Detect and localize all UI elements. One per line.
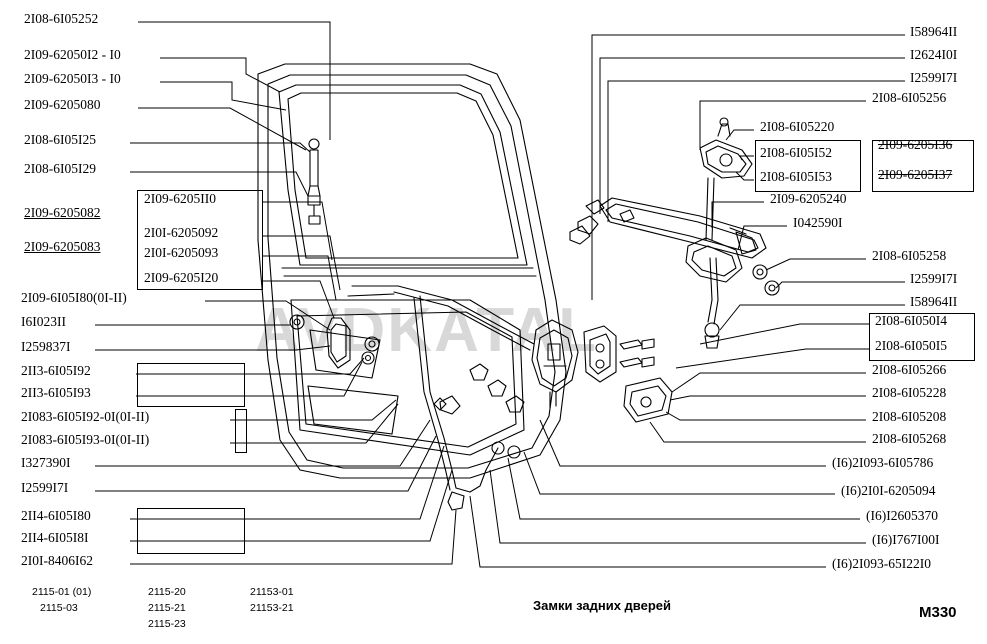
part-label-left-11: 2I0I-6205093 bbox=[144, 245, 219, 260]
part-label-left-3: 2I09-62050I3 - I0 bbox=[24, 71, 121, 86]
part-label-left-19: 2I083-6I05I93-0I(0I-II) bbox=[21, 432, 150, 447]
part-label-left-10: 2I0I-6205092 bbox=[144, 225, 219, 240]
part-label-left-22: 2II4-6I05I80 bbox=[21, 508, 91, 523]
part-label-left-2: 2I09-62050I2 - I0 bbox=[24, 47, 121, 62]
part-label-right-21: (I6)2I093-6I05786 bbox=[832, 455, 934, 470]
part-label-right-18: 2I08-6I05228 bbox=[872, 385, 947, 400]
part-label-left-17: 2II3-6I05I93 bbox=[21, 385, 91, 400]
part-label-left-14: I6I023II bbox=[21, 314, 66, 329]
diagram-title: Замки задних дверей bbox=[533, 598, 672, 613]
part-label-right-5: 2I08-6I05220 bbox=[760, 119, 835, 134]
part-label-right-14: I58964II bbox=[910, 294, 958, 309]
part-label-left-20: I327390I bbox=[21, 455, 71, 470]
part-label-right-19: 2I08-6I05208 bbox=[872, 409, 947, 424]
part-label-right-7: 2I08-6I05I53 bbox=[760, 169, 832, 184]
part-label-left-4: 2I09-6205080 bbox=[24, 97, 101, 112]
part-label-left-5: 2I08-6I05I25 bbox=[24, 132, 96, 147]
part-label-right-9: 2I09-6205I37 bbox=[878, 167, 953, 182]
part-label-left-23: 2II4-6I05I8I bbox=[21, 530, 89, 545]
group-box-2113 bbox=[137, 363, 245, 407]
part-label-left-1: 2I08-6I05252 bbox=[24, 11, 99, 26]
part-label-left-16: 2II3-6I05I92 bbox=[21, 363, 91, 378]
diagram-code: M330 bbox=[919, 604, 957, 621]
group-box-2114 bbox=[137, 508, 245, 554]
part-label-right-4: 2I08-6I05256 bbox=[872, 90, 947, 105]
part-label-left-15: I259837I bbox=[21, 339, 71, 354]
part-label-left-21: I2599I7I bbox=[21, 480, 69, 495]
part-label-right-11: I042590I bbox=[793, 215, 843, 230]
part-label-right-12: 2I08-6I05258 bbox=[872, 248, 947, 263]
part-label-left-18: 2I083-6I05I92-0I(0I-II) bbox=[21, 409, 150, 424]
part-label-left-9: 2I09-6205II0 bbox=[144, 191, 216, 206]
part-label-right-15: 2I08-6I050I4 bbox=[875, 313, 947, 328]
part-label-left-13: 2I09-6I05I80(0I-II) bbox=[21, 290, 127, 305]
part-label-right-22: (I6)2I0I-6205094 bbox=[841, 483, 936, 498]
part-label-right-6: 2I08-6I05I52 bbox=[760, 145, 832, 160]
part-label-right-8: 2I09-6205I36 bbox=[878, 137, 953, 152]
part-label-right-13: I2599I7I bbox=[910, 271, 958, 286]
part-label-left-6: 2I08-6I05I29 bbox=[24, 161, 96, 176]
part-label-right-24: (I6)I767I00I bbox=[872, 532, 940, 547]
footer-model-2: 2115-03 bbox=[40, 602, 78, 614]
group-box-21083 bbox=[235, 409, 247, 453]
part-label-right-20: 2I08-6I05268 bbox=[872, 431, 947, 446]
part-label-left-7: 2I09-6205082 bbox=[24, 205, 101, 220]
part-label-right-16: 2I08-6I050I5 bbox=[875, 338, 947, 353]
footer-model-1: 2115-01 (01) bbox=[32, 586, 92, 598]
footer-model-3: 2115-20 bbox=[148, 586, 186, 598]
part-label-right-23: (I6)I2605370 bbox=[866, 508, 938, 523]
part-label-right-2: I2624I0I bbox=[910, 47, 958, 62]
part-label-left-24: 2I0I-8406I62 bbox=[21, 553, 93, 568]
footer-model-4: 2115-21 bbox=[148, 602, 186, 614]
part-label-right-17: 2I08-6I05266 bbox=[872, 362, 947, 377]
part-label-right-1: I58964II bbox=[910, 24, 958, 39]
footer-model-5: 2115-23 bbox=[148, 618, 186, 630]
part-label-left-8: 2I09-6205083 bbox=[24, 239, 101, 254]
part-label-right-10: 2I09-6205240 bbox=[770, 191, 847, 206]
part-label-right-25: (I6)2I093-65I22I0 bbox=[832, 556, 931, 571]
part-label-left-12: 2I09-6205I20 bbox=[144, 270, 219, 285]
watermark: AVDKATAL bbox=[255, 296, 599, 365]
part-label-right-3: I2599I7I bbox=[910, 70, 958, 85]
footer-model-7: 21153-21 bbox=[250, 602, 294, 614]
footer-model-6: 21153-01 bbox=[250, 586, 294, 598]
